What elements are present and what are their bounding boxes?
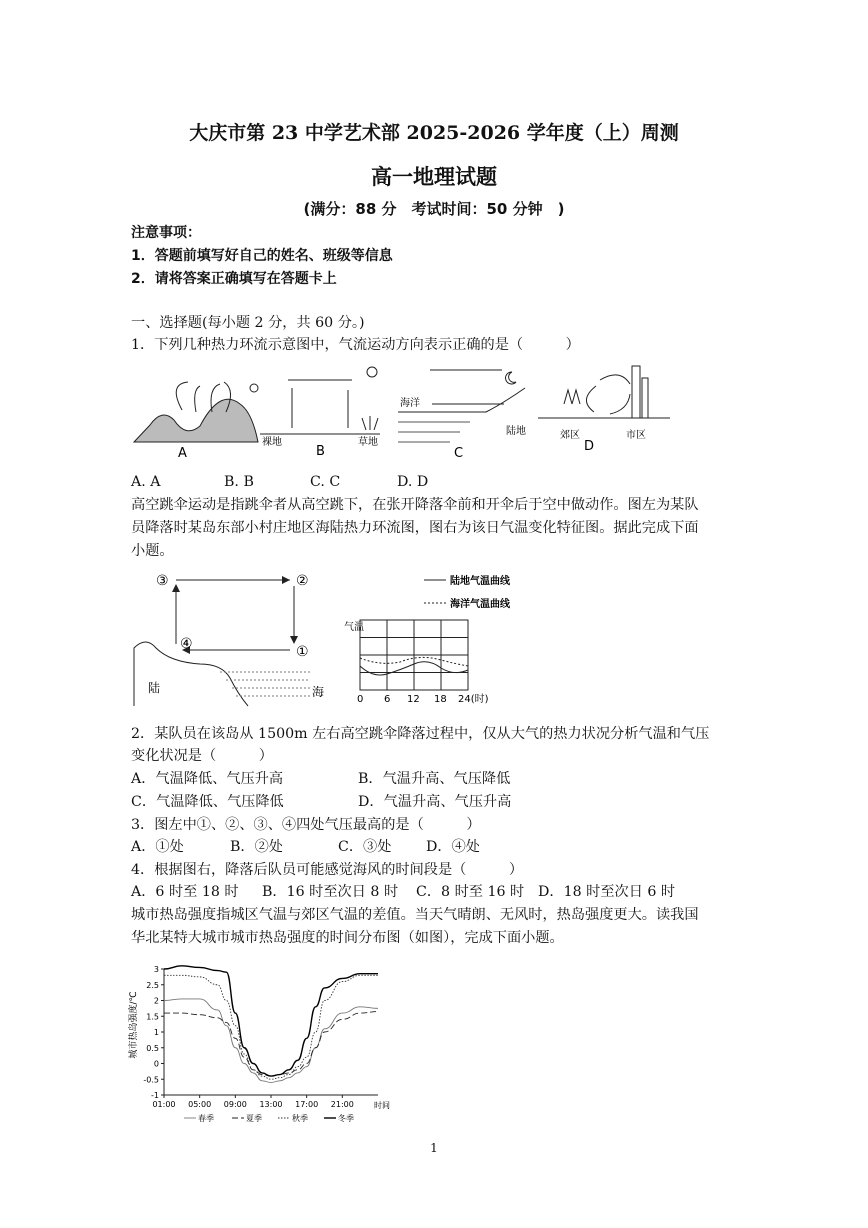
q1-option-d: D. D (397, 474, 429, 490)
temp-ylabel: 气温 (344, 622, 364, 633)
exam-subject-title: 高一地理试题 (371, 164, 497, 189)
series-line-4 (164, 966, 378, 1076)
x-tick-label: 01:00 (152, 1100, 176, 1109)
x-tick-label: 13:00 (259, 1100, 283, 1109)
label-sea: 海 (312, 685, 325, 699)
sea-land-circulation-figure (130, 568, 330, 708)
q2-option-d: D．气温升高、气压升高 (358, 794, 512, 810)
q2-stem-line1: 2．某队员在该岛从 1500m 左右高空跳伞降落过程中，仅从大气的热力状况分析气温和气压 (131, 726, 710, 742)
x-tick-label: 17:00 (295, 1100, 319, 1109)
label-suburb: 郊区 (560, 430, 580, 441)
chart-xlabel: 时间 (374, 1101, 390, 1110)
passage2-line2: 华北某特大城市城市热岛强度的时间分布图（如图），完成下面小题。 (131, 930, 564, 946)
q4-option-c: C．8 时至 16 时 (416, 884, 525, 900)
x-tick-label: 09:00 (223, 1100, 247, 1109)
y-tick-label: 0 (153, 1059, 159, 1069)
y-tick-label: 1 (153, 1028, 159, 1037)
q1-option-c: C. C (310, 474, 341, 490)
notes-item-1: 1．答题前填写好自己的姓名、班级等信息 (131, 248, 393, 264)
exam-school-title: 大庆市第 23 中学艺术部 2025-2026 学年度（上）周测 (189, 122, 679, 144)
fig-b (260, 367, 380, 459)
q2-option-b: B．气温升高、气压降低 (358, 771, 511, 787)
x-tick-label: 05:00 (188, 1100, 212, 1109)
q1-figures (130, 360, 670, 465)
label-grass: 草地 (358, 437, 378, 448)
q1-option-a: A. A (131, 474, 161, 490)
q3-option-b: B．②处 (230, 839, 283, 855)
point-3: ③ (156, 573, 169, 589)
fig-d (538, 366, 670, 454)
q2-option-a: A．气温降低、气压升高 (131, 771, 284, 787)
fig-c-label: C (454, 446, 464, 461)
y-tick-label: 0.5 (146, 1043, 159, 1053)
temperature-curve-figure (340, 570, 520, 708)
chart-ylabel: 城市热岛强度/℃ (129, 991, 139, 1059)
y-tick-label: 3 (153, 965, 159, 974)
notes-item-2: 2．请将答案正确填写在答题卡上 (131, 271, 337, 287)
q3-option-c: C．③处 (338, 839, 392, 855)
passage1-line2: 员降落时某岛东部小村庄地区海陆热力环流图，图右为该日气温变化特征图。据此完成下面 (131, 520, 699, 536)
q3-stem: 3．图左中①、②、③、④四处气压最高的是（ ） (131, 817, 481, 833)
chart-axes (143, 965, 378, 1109)
q1-stem: 1．下列几种热力环流示意图中，气流运动方向表示正确的是（ ） (131, 337, 580, 353)
point-2: ② (296, 573, 309, 589)
legend-land: 陆地气温曲线 (450, 576, 510, 587)
heat-island-chart (128, 955, 398, 1127)
legend-label: 夏季 (246, 1114, 262, 1123)
exam-score-time: (满分：88 分 考试时间：50 分钟 ) (303, 200, 565, 218)
label-land-2: 陆 (148, 681, 161, 695)
xtick-0: 0 (357, 694, 364, 705)
q4-option-a: A．6 时至 18 时 (131, 884, 239, 900)
xtick-18: 18 (434, 694, 447, 705)
section-heading: 一、选择题(每小题 2 分，共 60 分。) (131, 315, 365, 331)
fig-b-label: B (316, 444, 325, 459)
chart-legend (184, 1113, 354, 1123)
series-line-1 (164, 999, 378, 1082)
passage1-line1: 高空跳伞运动是指跳伞者从高空跳下，在张开降落伞前和开伞后于空中做动作。图左为某队 (131, 497, 699, 513)
q2-option-c: C．气温降低、气压降低 (131, 794, 284, 810)
q1-option-b: B. B (224, 474, 254, 490)
fig-c (398, 370, 526, 461)
q3-option-d: D．④处 (426, 839, 480, 855)
q4-option-d: D．18 时至次日 6 时 (538, 884, 676, 900)
notes-heading: 注意事项： (131, 225, 201, 241)
fig-a-label: A (178, 446, 187, 461)
point-4: ④ (180, 636, 193, 652)
legend-label: 秋季 (292, 1114, 308, 1123)
fig-d-label: D (584, 439, 595, 454)
q2-stem-line2: 变化状况是（ ） (131, 748, 273, 764)
label-land: 陆地 (506, 426, 526, 437)
xtick-24: 24(时) (458, 694, 489, 705)
xtick-6: 6 (384, 694, 391, 705)
q4-stem: 4．根据图右，降落后队员可能感觉海风的时间段是（ ） (131, 862, 524, 878)
chart-lines (164, 966, 378, 1083)
passage1-line3: 小题。 (131, 543, 174, 559)
fig-a (134, 382, 258, 461)
passage2-line1: 城市热岛强度指城区气温与郊区气温的差值。当天气晴朗、无风时，热岛强度更大。读我国 (131, 907, 699, 923)
point-1: ① (296, 644, 309, 660)
label-bare: 裸地 (262, 437, 282, 448)
y-tick-label: -0.5 (143, 1075, 159, 1085)
q3-option-a: A．①处 (131, 839, 184, 855)
legend-sea: 海洋气温曲线 (450, 599, 510, 610)
y-tick-label: 2 (153, 996, 159, 1006)
series-line-3 (164, 975, 378, 1079)
legend-label: 春季 (198, 1114, 214, 1123)
y-tick-label: 2.5 (146, 980, 159, 990)
page-number: 1 (430, 1141, 438, 1155)
legend-label: 冬季 (338, 1114, 354, 1123)
series-line-2 (164, 1012, 378, 1077)
q4-option-b: B．16 时至次日 8 时 (262, 884, 399, 900)
x-tick-label: 21:00 (330, 1100, 354, 1109)
label-city: 市区 (626, 430, 646, 441)
y-tick-label: -1 (151, 1091, 159, 1100)
y-tick-label: 1.5 (146, 1012, 159, 1022)
label-ocean: 海洋 (400, 398, 420, 409)
xtick-12: 12 (407, 694, 420, 705)
